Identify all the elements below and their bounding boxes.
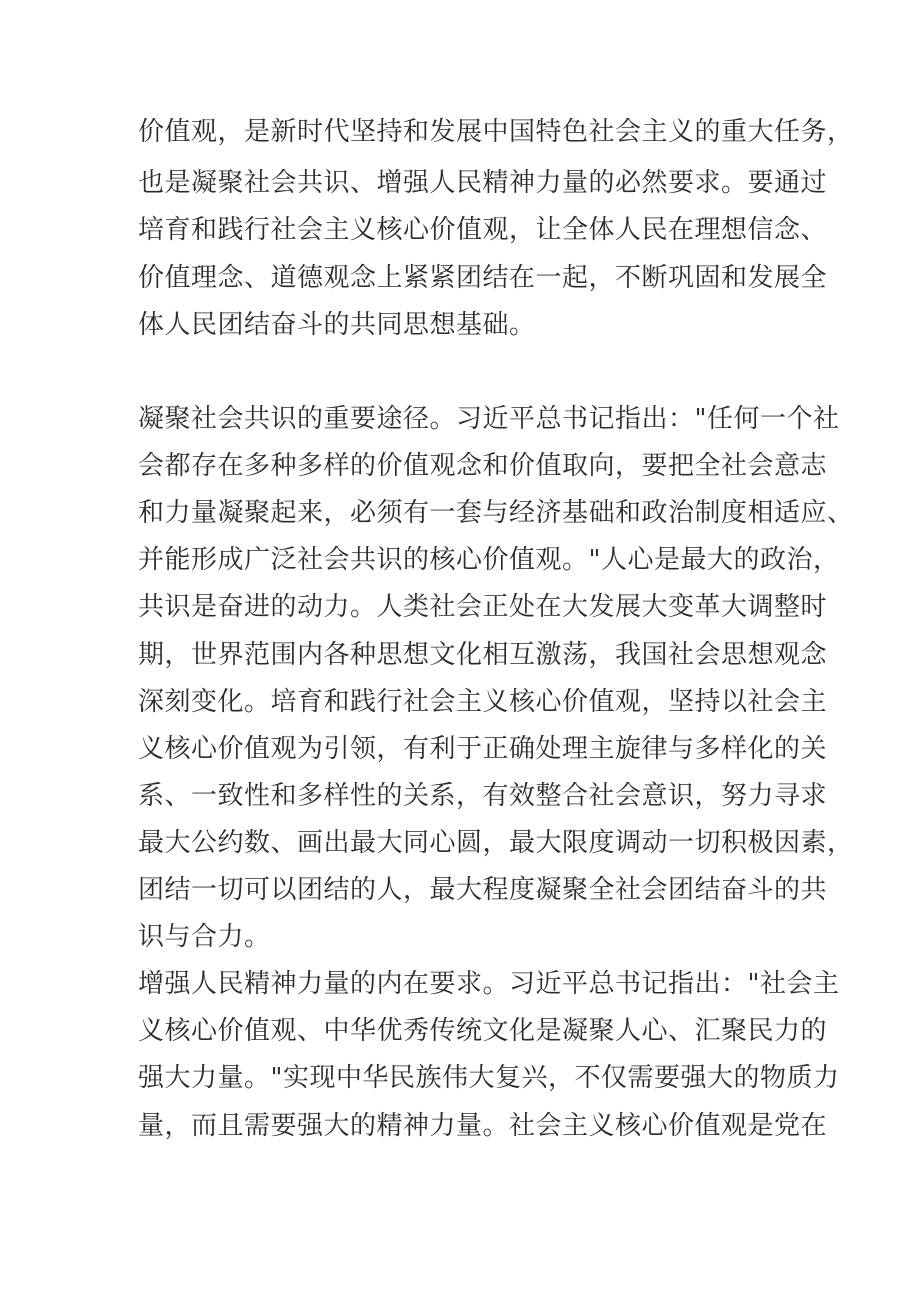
text-line: 共识是奋进的动力。人类社会正处在大发展大变革大调整时 (138, 592, 828, 622)
text-line: 培育和践行社会主义核心价值观，让全体人民在理想信念、 (138, 215, 828, 245)
text-line: 识与合力。 (138, 922, 271, 952)
text-line: 最大公约数、画出最大同心圆，最大限度调动一切积极因素， (138, 828, 854, 858)
text-line: 并能形成广泛社会共识的核心价值观。"人心是最大的政治， (138, 545, 840, 575)
text-line: 量，而且需要强大的精神力量。社会主义核心价值观是党在 (138, 1111, 828, 1141)
text-line: 期，世界范围内各种思想文化相互激荡，我国社会思想观念 (138, 640, 828, 670)
text-line: 会都存在多种多样的价值观念和价值取向，要把全社会意志 (138, 451, 828, 481)
text-line: 体人民团结奋斗的共同思想基础。 (138, 310, 536, 340)
text-line: 和力量凝聚起来，必须有一套与经济基础和政治制度相适应、 (138, 498, 854, 528)
text-line: 增强人民精神力量的内在要求。习近平总书记指出："社会主 (138, 969, 840, 999)
text-line: 深刻变化。培育和践行社会主义核心价值观，坚持以社会主 (138, 687, 828, 717)
text-line: 团结一切可以团结的人，最大程度凝聚全社会团结奋斗的共 (138, 875, 828, 905)
text-line: 凝聚社会共识的重要途径。习近平总书记指出："任何一个社 (138, 404, 840, 434)
text-line: 义核心价值观、中华优秀传统文化是凝聚人心、汇聚民力的 (138, 1016, 828, 1046)
text-line: 也是凝聚社会共识、增强人民精神力量的必然要求。要通过 (138, 168, 828, 198)
text-line: 价值理念、道德观念上紧紧团结在一起，不断巩固和发展全 (138, 263, 828, 293)
text-line: 价值观，是新时代坚持和发展中国特色社会主义的重大任务， (138, 117, 854, 147)
text-line: 强大力量。"实现中华民族伟大复兴，不仅需要强大的物质力 (138, 1063, 840, 1093)
text-line: 系、一致性和多样性的关系，有效整合社会意识，努力寻求 (138, 781, 828, 811)
text-line: 义核心价值观为引领，有利于正确处理主旋律与多样化的关 (138, 734, 828, 764)
